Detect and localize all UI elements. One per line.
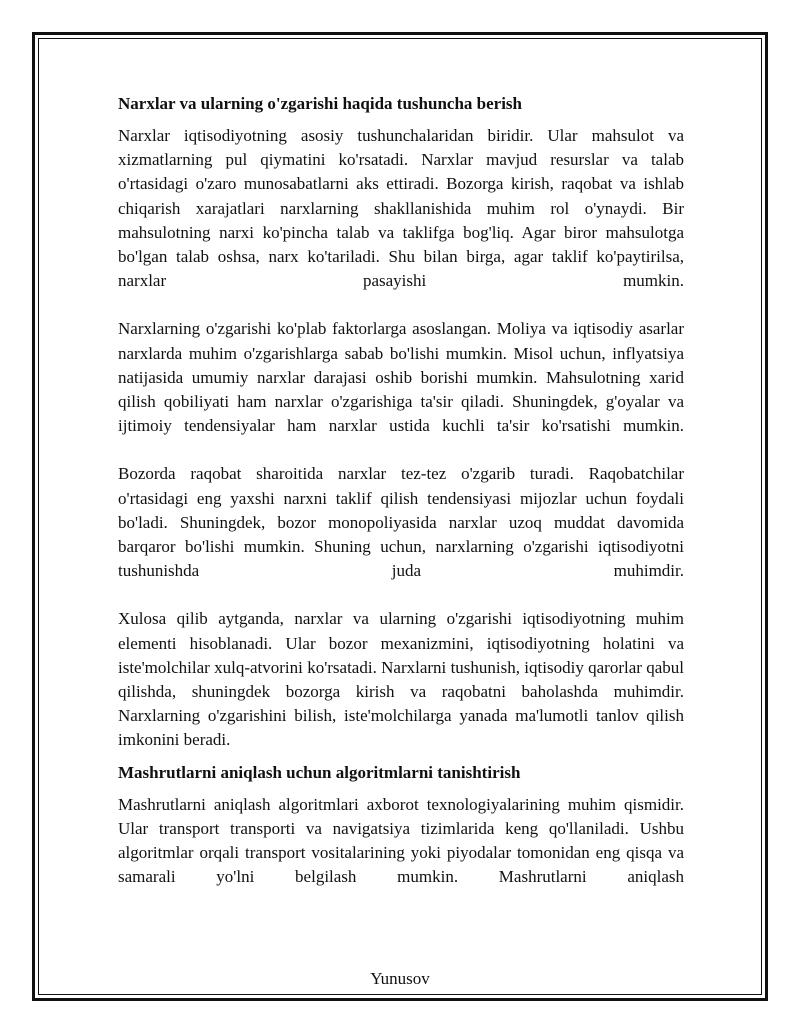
paragraph: Xulosa qilib aytganda, narxlar va ularning o'zgarishi iqtisodiyotning muhim elementi hisoblanadi. Ular bozor mexanizmini, iqtisodiyotning holatini va iste'molchilar xulq-atvorini ko'rsatadi. Narxlarni tushunish, iqtisodiy qarorlar qabul qilishda, shuningdek bozorga kirish va raqobatni baholashda muhimdir. Narxlarning o'zgarishini bilish, iste'molchilarga yanada ma'lumotli tanlov qilish imkonini beradi. [118, 609, 684, 750]
paragraph: Mashrutlarni aniqlash algoritmlari axborot texnologiyalarining muhim qismidir. Ular transport transporti va navigatsiya tizimlarida keng qo'llaniladi. Ushbu algoritmlar orqali transport vositalarining yoki piyodalar tomonidan eng qisqa va samarali yo'lni belgilash mumkin. Mashrutlarni aniqlash [118, 794, 684, 887]
section-heading: Narxlar va ularning o'zgarishi haqida tushuncha berish [118, 94, 522, 113]
paragraph: Bozorda raqobat sharoitida narxlar tez-tez o'zgarib turadi. Raqobatchilar o'rtasidagi eng yaxshi narxni taklif qilish tendensiyasi mijozlar uchun foydali bo'ladi. Shuningdek, bozor monopoliyasida narxlar uzoq muddat davomida barqaror bo'lishi mumkin. Shuning uchun, narxlarning o'zgarishi iqtisodiyotni tushunishda juda muhimdir. [118, 464, 684, 581]
paragraph: Narxlar iqtisodiyotning asosiy tushunchalaridan biridir. Ular mahsulot va xizmatlarning pul qiymatini ko'rsatadi. Narxlar mavjud resurslar va talab o'rtasidagi o'zaro munosabatlarni aks ettiradi. Bozorga kirish, raqobat va ishlab chiqarish xarajatlari narxlarning shakllanishida muhim rol o'ynaydi. Bir mahsulotning narxi ko'pincha talab va taklifga bog'liq. Agar biror mahsulotga bo'lgan talab oshsa, narx ko'tariladi. Shu bilan birga, agar taklif ko'paytirilsa, narxlar pasayishi mumkin. [118, 126, 684, 291]
paragraph-spacer [118, 293, 684, 317]
section-heading: Mashrutlarni aniqlash uchun algoritmlarni tanishtirish [118, 762, 521, 782]
paragraph-spacer [118, 438, 684, 462]
paragraph-spacer [118, 583, 684, 607]
page-footer: Yunusov [370, 969, 430, 988]
paragraph-spacer [118, 753, 684, 761]
paragraph: Narxlarning o'zgarishi ko'plab faktorlarga asoslangan. Moliya va iqtisodiy asarlar narxlarda muhim o'zgarishlarga sabab bo'lishi mumkin. Misol uchun, inflyatsiya natijasida umumiy narxlar darajasi oshib borishi mumkin. Mahsulotning xarid qilish qobiliyati ham narxlar o'zgarishiga ta'sir qiladi. Shuningdek, g'oyalar va ijtimoiy tendensiyalar ham narxlar ustida kuchli ta'sir ko'rsatishi mumkin. [118, 319, 684, 436]
document-body [118, 92, 684, 889]
